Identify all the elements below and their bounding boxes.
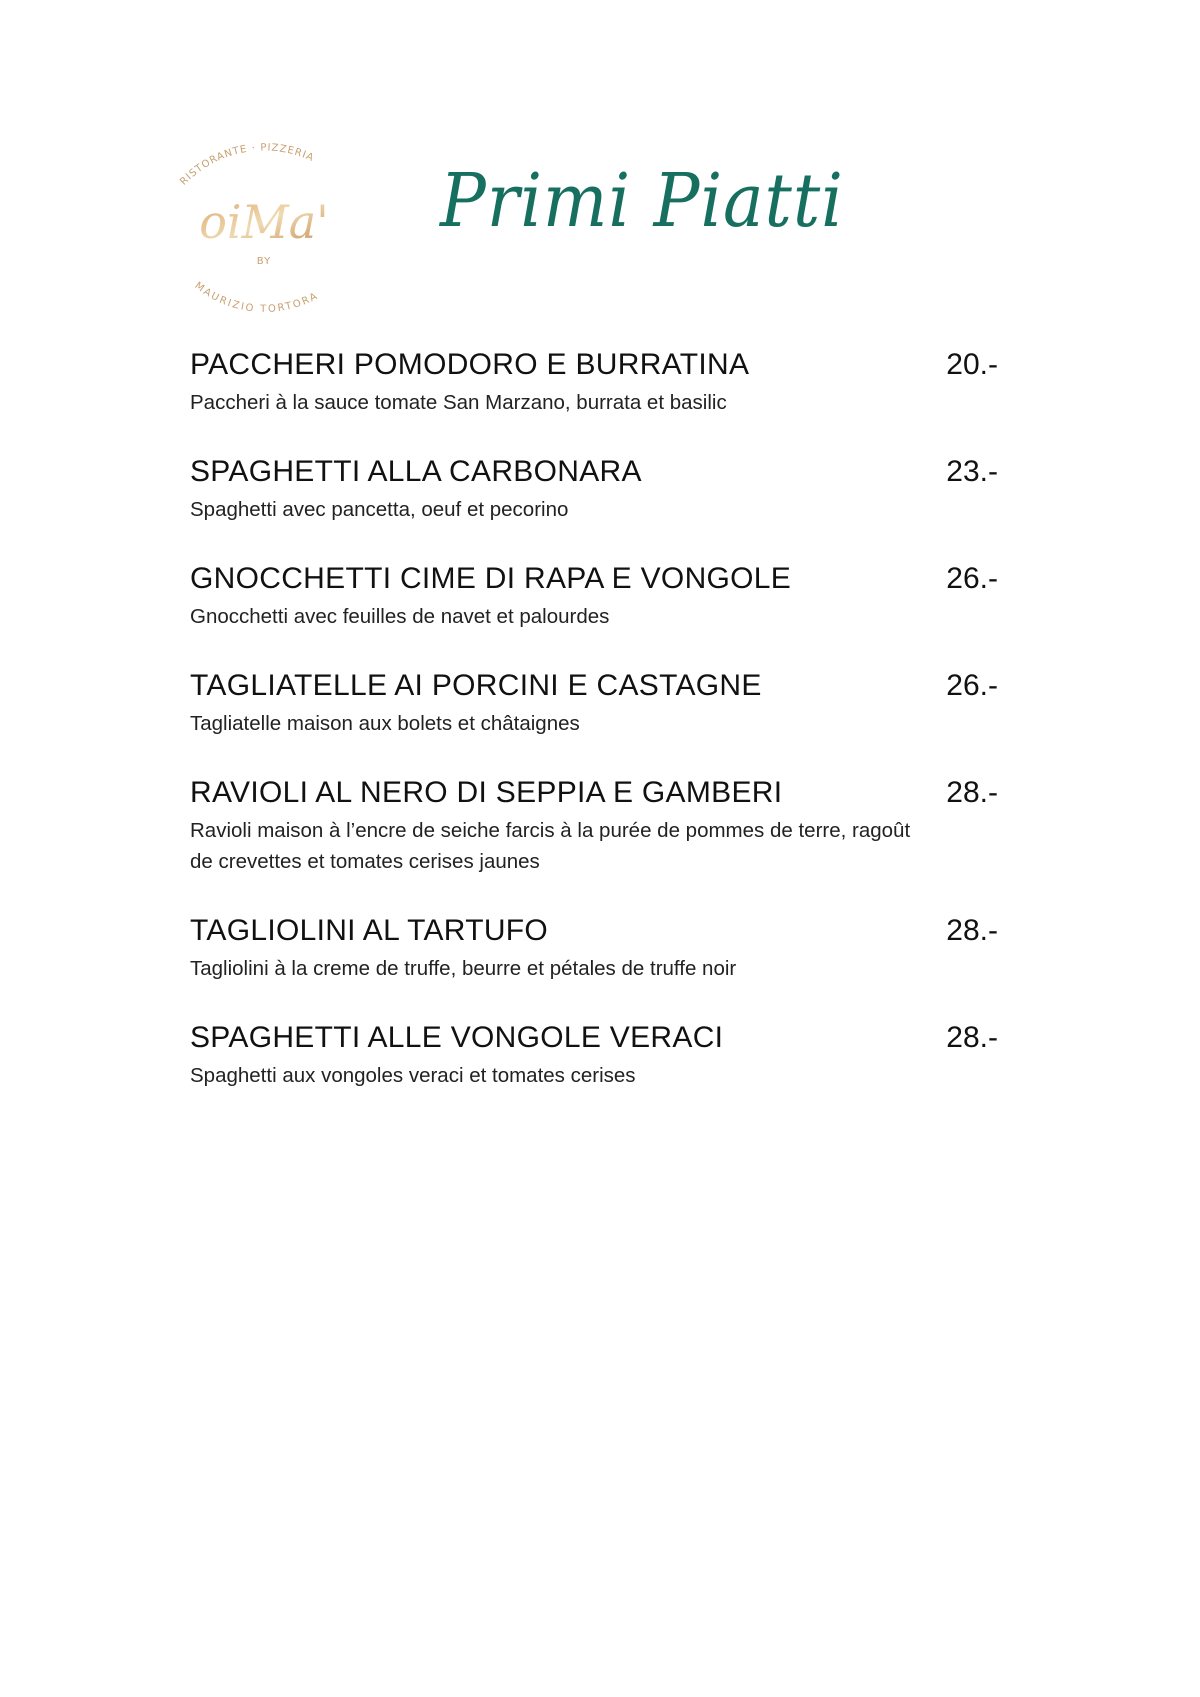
menu-item bbox=[190, 773, 998, 877]
dish-price: 28.- bbox=[946, 914, 998, 947]
dish-description: Tagliolini à la creme de truffe, beurre et pétales de truffe noir bbox=[190, 957, 737, 980]
dish-description: Spaghetti avec pancetta, oeuf et pecorino bbox=[190, 498, 569, 521]
dish-description: Paccheri à la sauce tomate San Marzano, burrata et basilic bbox=[190, 391, 727, 414]
menu-item-header bbox=[190, 345, 998, 385]
dish-price: 23.- bbox=[946, 455, 998, 488]
menu-item bbox=[190, 559, 998, 632]
menu-item bbox=[190, 666, 998, 739]
dish-name: RAVIOLI AL NERO DI SEPPIA E GAMBERI bbox=[190, 776, 783, 809]
menu-item-header bbox=[190, 666, 998, 706]
dish-description: Ravioli maison à l’encre de seiche farcis à la purée de pommes de terre, ragoût de crevettes et tomates cerises jaunes bbox=[190, 819, 911, 873]
dish-price: 26.- bbox=[946, 562, 998, 595]
dish-price: 28.- bbox=[946, 1021, 998, 1054]
menu-item-header bbox=[190, 452, 998, 492]
svg-text:MAURIZIO TORTORA bbox=[192, 280, 320, 315]
dish-price: 28.- bbox=[946, 776, 998, 809]
menu-item-header bbox=[190, 773, 998, 813]
dish-name: PACCHERI POMODORO E BURRATINA bbox=[190, 348, 750, 381]
menu-item-header bbox=[190, 559, 998, 599]
logo-bottom-text: MAURIZIO TORTORA bbox=[192, 280, 321, 315]
menu-list bbox=[190, 345, 998, 1125]
dish-description: Gnocchetti avec feuilles de navet et palourdes bbox=[190, 605, 610, 628]
menu-item-header bbox=[190, 911, 998, 951]
logo-main-text: oiMa' bbox=[199, 195, 329, 249]
restaurant-logo bbox=[172, 138, 357, 320]
dish-description: Spaghetti aux vongoles veraci et tomates cerises bbox=[190, 1064, 636, 1087]
dish-name: SPAGHETTI ALLA CARBONARA bbox=[190, 455, 642, 488]
dish-name: SPAGHETTI ALLE VONGOLE VERACI bbox=[190, 1021, 724, 1054]
dish-name: TAGLIOLINI AL TARTUFO bbox=[190, 914, 549, 947]
menu-item bbox=[190, 345, 998, 418]
menu-item bbox=[190, 911, 998, 984]
dish-price: 20.- bbox=[946, 348, 998, 381]
menu-item bbox=[190, 1018, 998, 1091]
svg-text:RISTORANTE · PIZZERIA bbox=[178, 142, 315, 187]
logo-by-text: BY bbox=[256, 256, 272, 267]
dish-description: Tagliatelle maison aux bolets et châtaignes bbox=[190, 712, 580, 735]
logo-top-text: RISTORANTE · PIZZERIA bbox=[178, 142, 316, 188]
dish-price: 26.- bbox=[946, 669, 998, 702]
dish-name: GNOCCHETTI CIME DI RAPA E VONGOLE bbox=[190, 562, 792, 595]
page-title: Primi Piatti bbox=[440, 158, 844, 244]
menu-item bbox=[190, 452, 998, 525]
dish-name: TAGLIATELLE AI PORCINI E CASTAGNE bbox=[190, 669, 762, 702]
menu-item-header bbox=[190, 1018, 998, 1058]
